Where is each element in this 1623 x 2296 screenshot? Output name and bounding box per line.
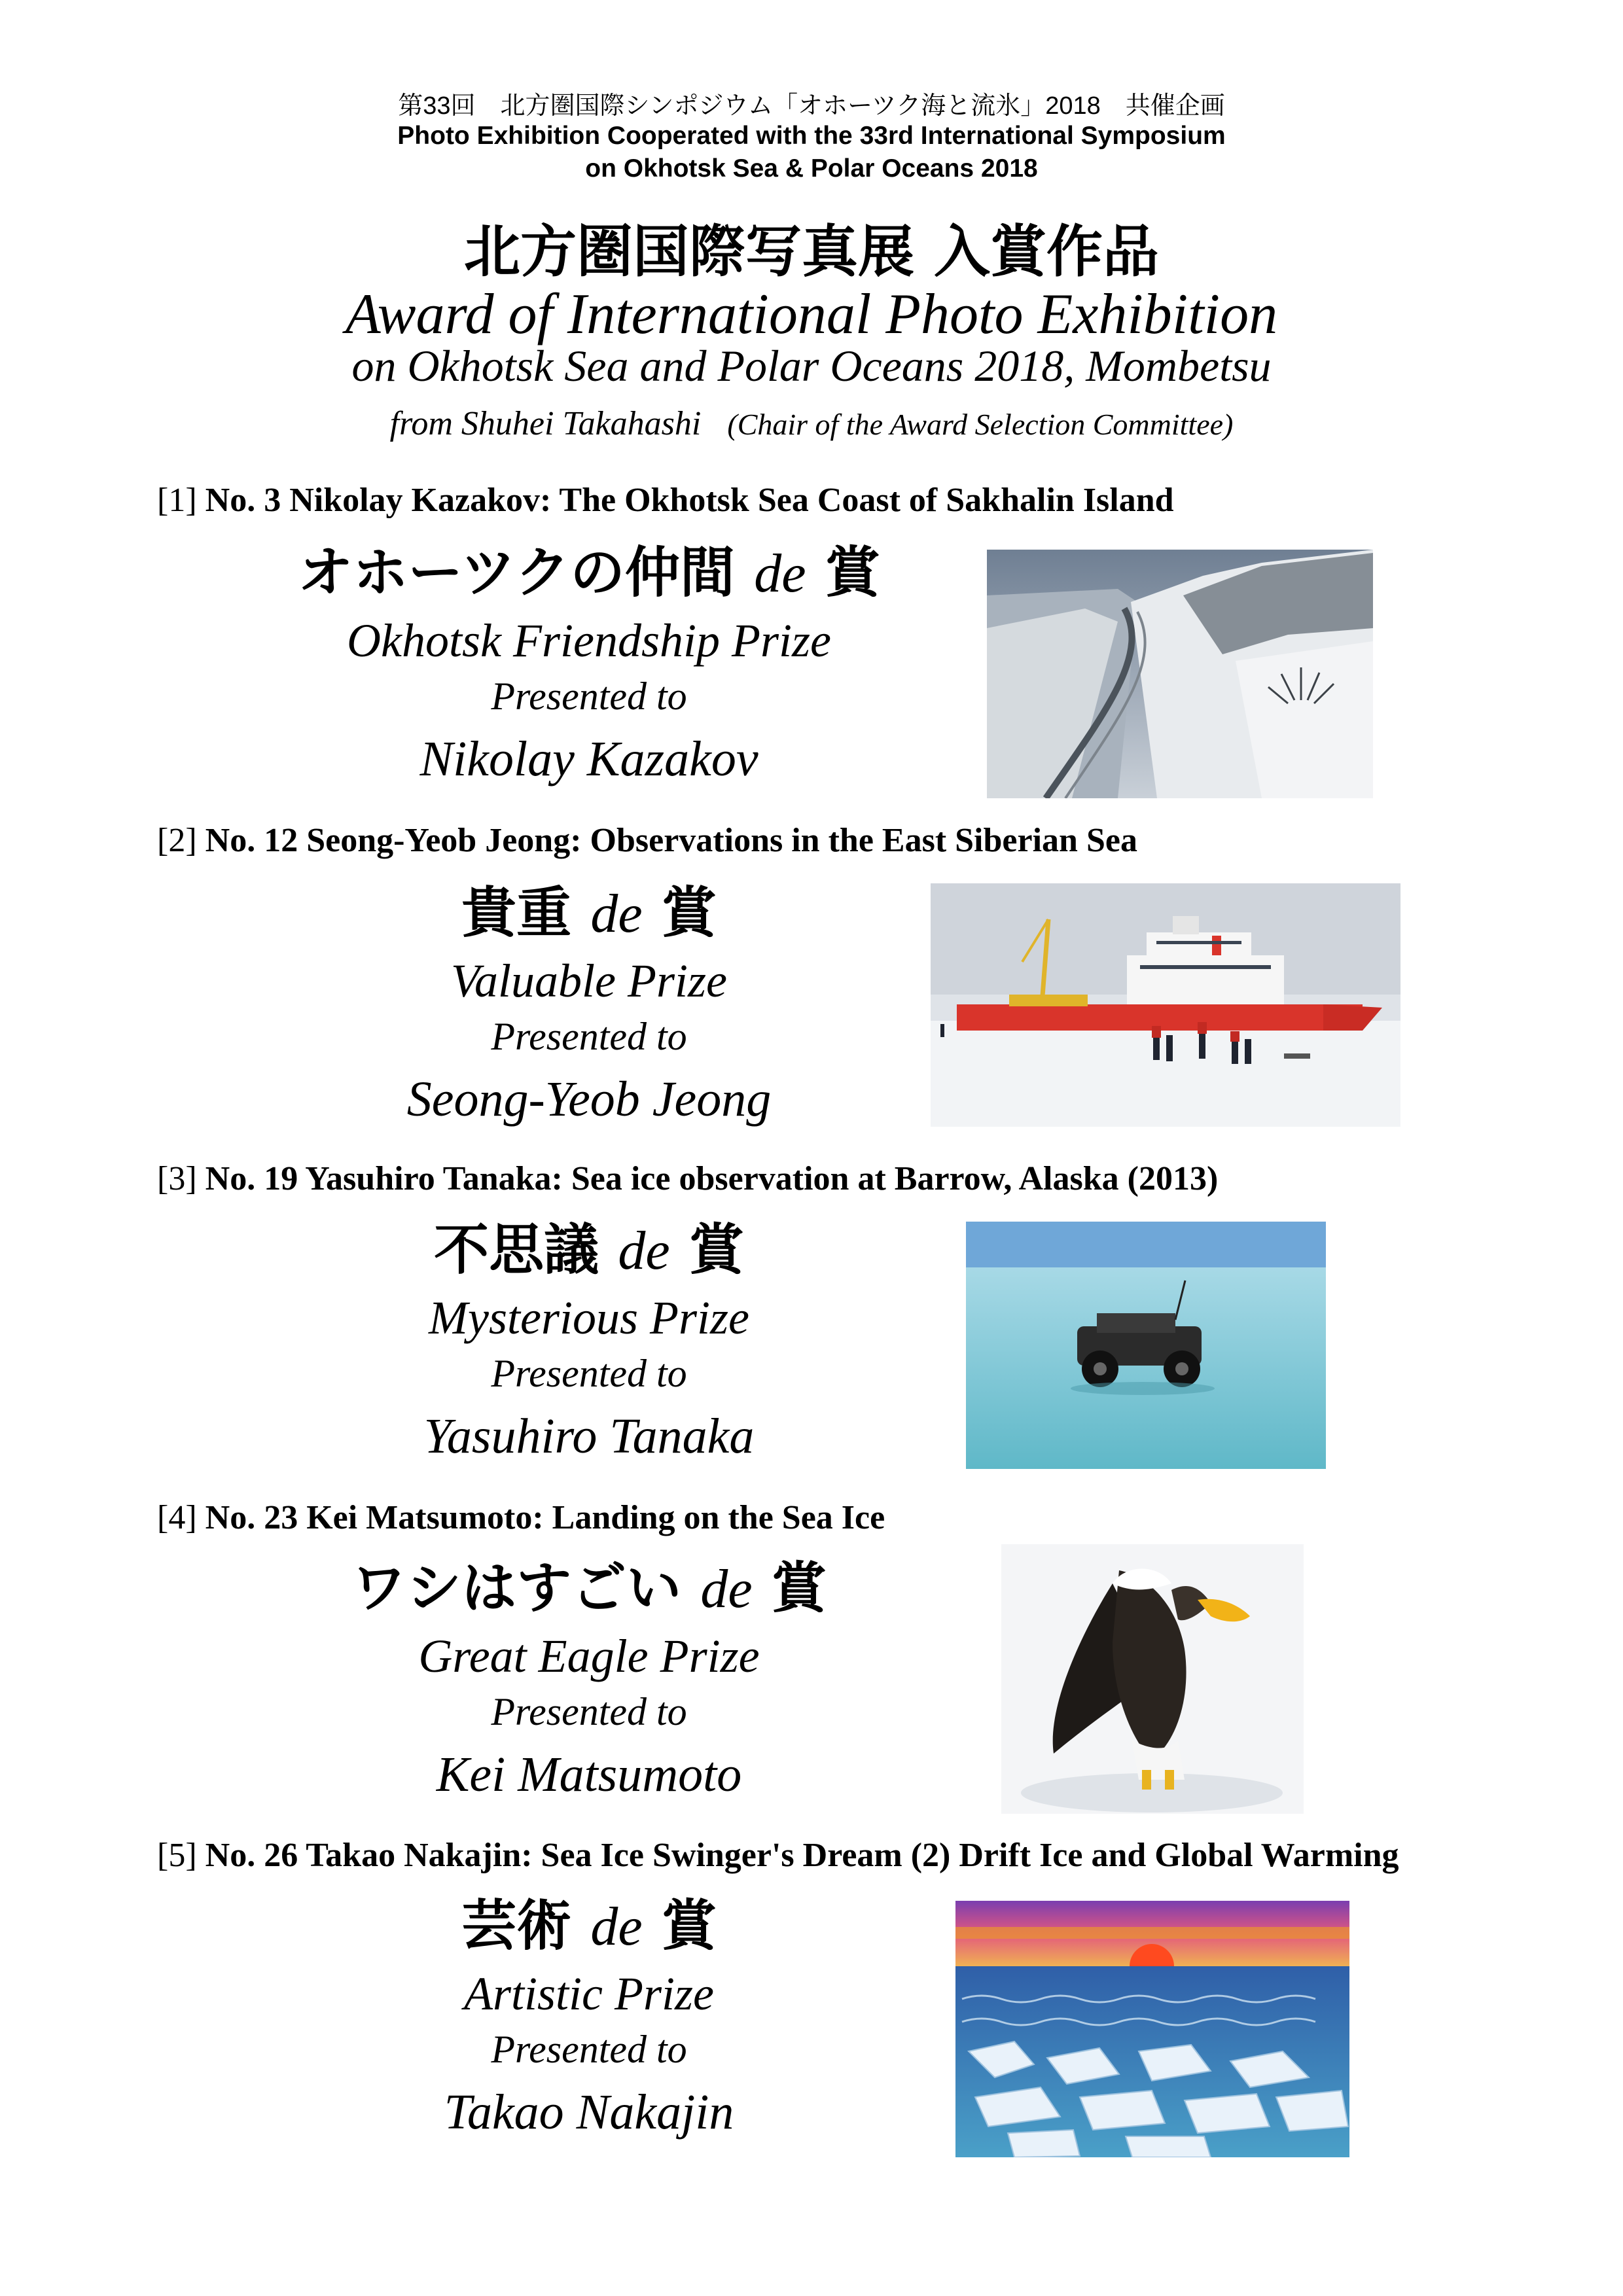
award-entry: No. 23 Kei Matsumoto: Landing on the Sea Ice [205, 1499, 885, 1536]
award-index: [1] [157, 482, 197, 519]
award-heading-5 [157, 1836, 1399, 1875]
photo-sakhalin-coast [987, 550, 1373, 798]
prize-sho-text: 賞 [688, 1217, 744, 1282]
prize-sho-text: 賞 [825, 540, 880, 605]
award-index: [2] [157, 822, 197, 859]
prize-name-jp [275, 877, 903, 949]
award-heading-1 [157, 481, 1174, 520]
presented-to: Presented to [491, 1352, 687, 1395]
recipient-name: Takao Nakajin [444, 2085, 734, 2140]
prize-name-en: Okhotsk Friendship Prize [347, 614, 831, 667]
chair-name: from Shuhei Takahashi [389, 405, 702, 442]
award-entry: No. 26 Takao Nakajin: Sea Ice Swinger's Dream (2) Drift Ice and Global Warming [205, 1837, 1399, 1874]
prize-jp-text: 不思議 [434, 1217, 599, 1282]
prize-de-text: de [590, 883, 643, 944]
prize-name-en: Artistic Prize [464, 1968, 714, 2020]
award-prize-2 [275, 877, 903, 1132]
photo-stellers-sea-eagle [1001, 1544, 1304, 1814]
header-en-line-2: on Okhotsk Sea & Polar Oceans 2018 [585, 154, 1038, 183]
page-title-en-line-2: on Okhotsk Sea and Polar Oceans 2018, Mombetsu [351, 341, 1272, 391]
prize-sho-text: 賞 [661, 1893, 717, 1958]
presented-to: Presented to [491, 2028, 687, 2071]
chair-role: (Chair of the Award Selection Committee) [727, 408, 1234, 441]
header-jp-line: 第33回 北方圏国際シンポジウム「オホーツク海と流氷」2018 共催企画 [398, 92, 1225, 120]
prize-jp-text: ワシはすごい [351, 1555, 682, 1620]
chair-credit [0, 404, 1623, 443]
prize-de-text: de [590, 1896, 643, 1957]
recipient-name: Nikolay Kazakov [419, 732, 758, 786]
prize-de-text: de [618, 1220, 670, 1281]
award-entry: No. 19 Yasuhiro Tanaka: Sea ice observation at Barrow, Alaska (2013) [205, 1160, 1219, 1197]
presented-to: Presented to [491, 675, 687, 718]
prize-name-jp [275, 537, 903, 609]
prize-sho-text: 賞 [771, 1555, 827, 1620]
award-index: [5] [157, 1837, 197, 1874]
photo-atv-on-ice [966, 1222, 1326, 1469]
presented-to: Presented to [491, 1015, 687, 1058]
prize-name-en: Great Eagle Prize [418, 1630, 760, 1682]
page-title-jp: 北方圏国際写真展 入賞作品 [464, 219, 1159, 285]
award-entry: No. 12 Seong-Yeob Jeong: Observations in the East Siberian Sea [205, 822, 1137, 859]
header-en-line-1: Photo Exhibition Cooperated with the 33rd International Symposium [397, 122, 1226, 150]
prize-sho-text: 賞 [661, 880, 717, 945]
award-index: [3] [157, 1160, 197, 1197]
page-title-en-line-1: Award of International Photo Exhibition [345, 283, 1278, 346]
prize-name-jp [275, 1890, 903, 1962]
award-index: [4] [157, 1499, 197, 1536]
award-heading-2 [157, 821, 1137, 860]
award-prize-1 [275, 537, 903, 792]
prize-jp-text: オホーツクの仲間 [298, 540, 735, 605]
award-heading-4 [157, 1498, 885, 1537]
prize-de-text: de [700, 1559, 753, 1619]
award-prize-3 [275, 1214, 903, 1469]
award-entry: No. 3 Nikolay Kazakov: The Okhotsk Sea Coast of Sakhalin Island [205, 482, 1174, 519]
recipient-name: Seong-Yeob Jeong [406, 1072, 772, 1127]
award-prize-4 [275, 1552, 903, 1807]
prize-name-en: Valuable Prize [451, 955, 727, 1007]
prize-jp-text: 芸術 [461, 1893, 572, 1958]
recipient-name: Kei Matsumoto [436, 1747, 742, 1802]
photo-drift-ice-painting [955, 1901, 1349, 2157]
presented-to: Presented to [491, 1690, 687, 1733]
recipient-name: Yasuhiro Tanaka [423, 1409, 755, 1464]
award-prize-5 [275, 1890, 903, 2145]
prize-name-jp [275, 1552, 903, 1624]
prize-name-en: Mysterious Prize [429, 1292, 749, 1344]
prize-de-text: de [754, 543, 806, 604]
prize-jp-text: 貴重 [461, 880, 572, 945]
prize-name-jp [275, 1214, 903, 1286]
photo-icebreaker-ship [931, 883, 1400, 1127]
award-heading-3 [157, 1159, 1218, 1198]
